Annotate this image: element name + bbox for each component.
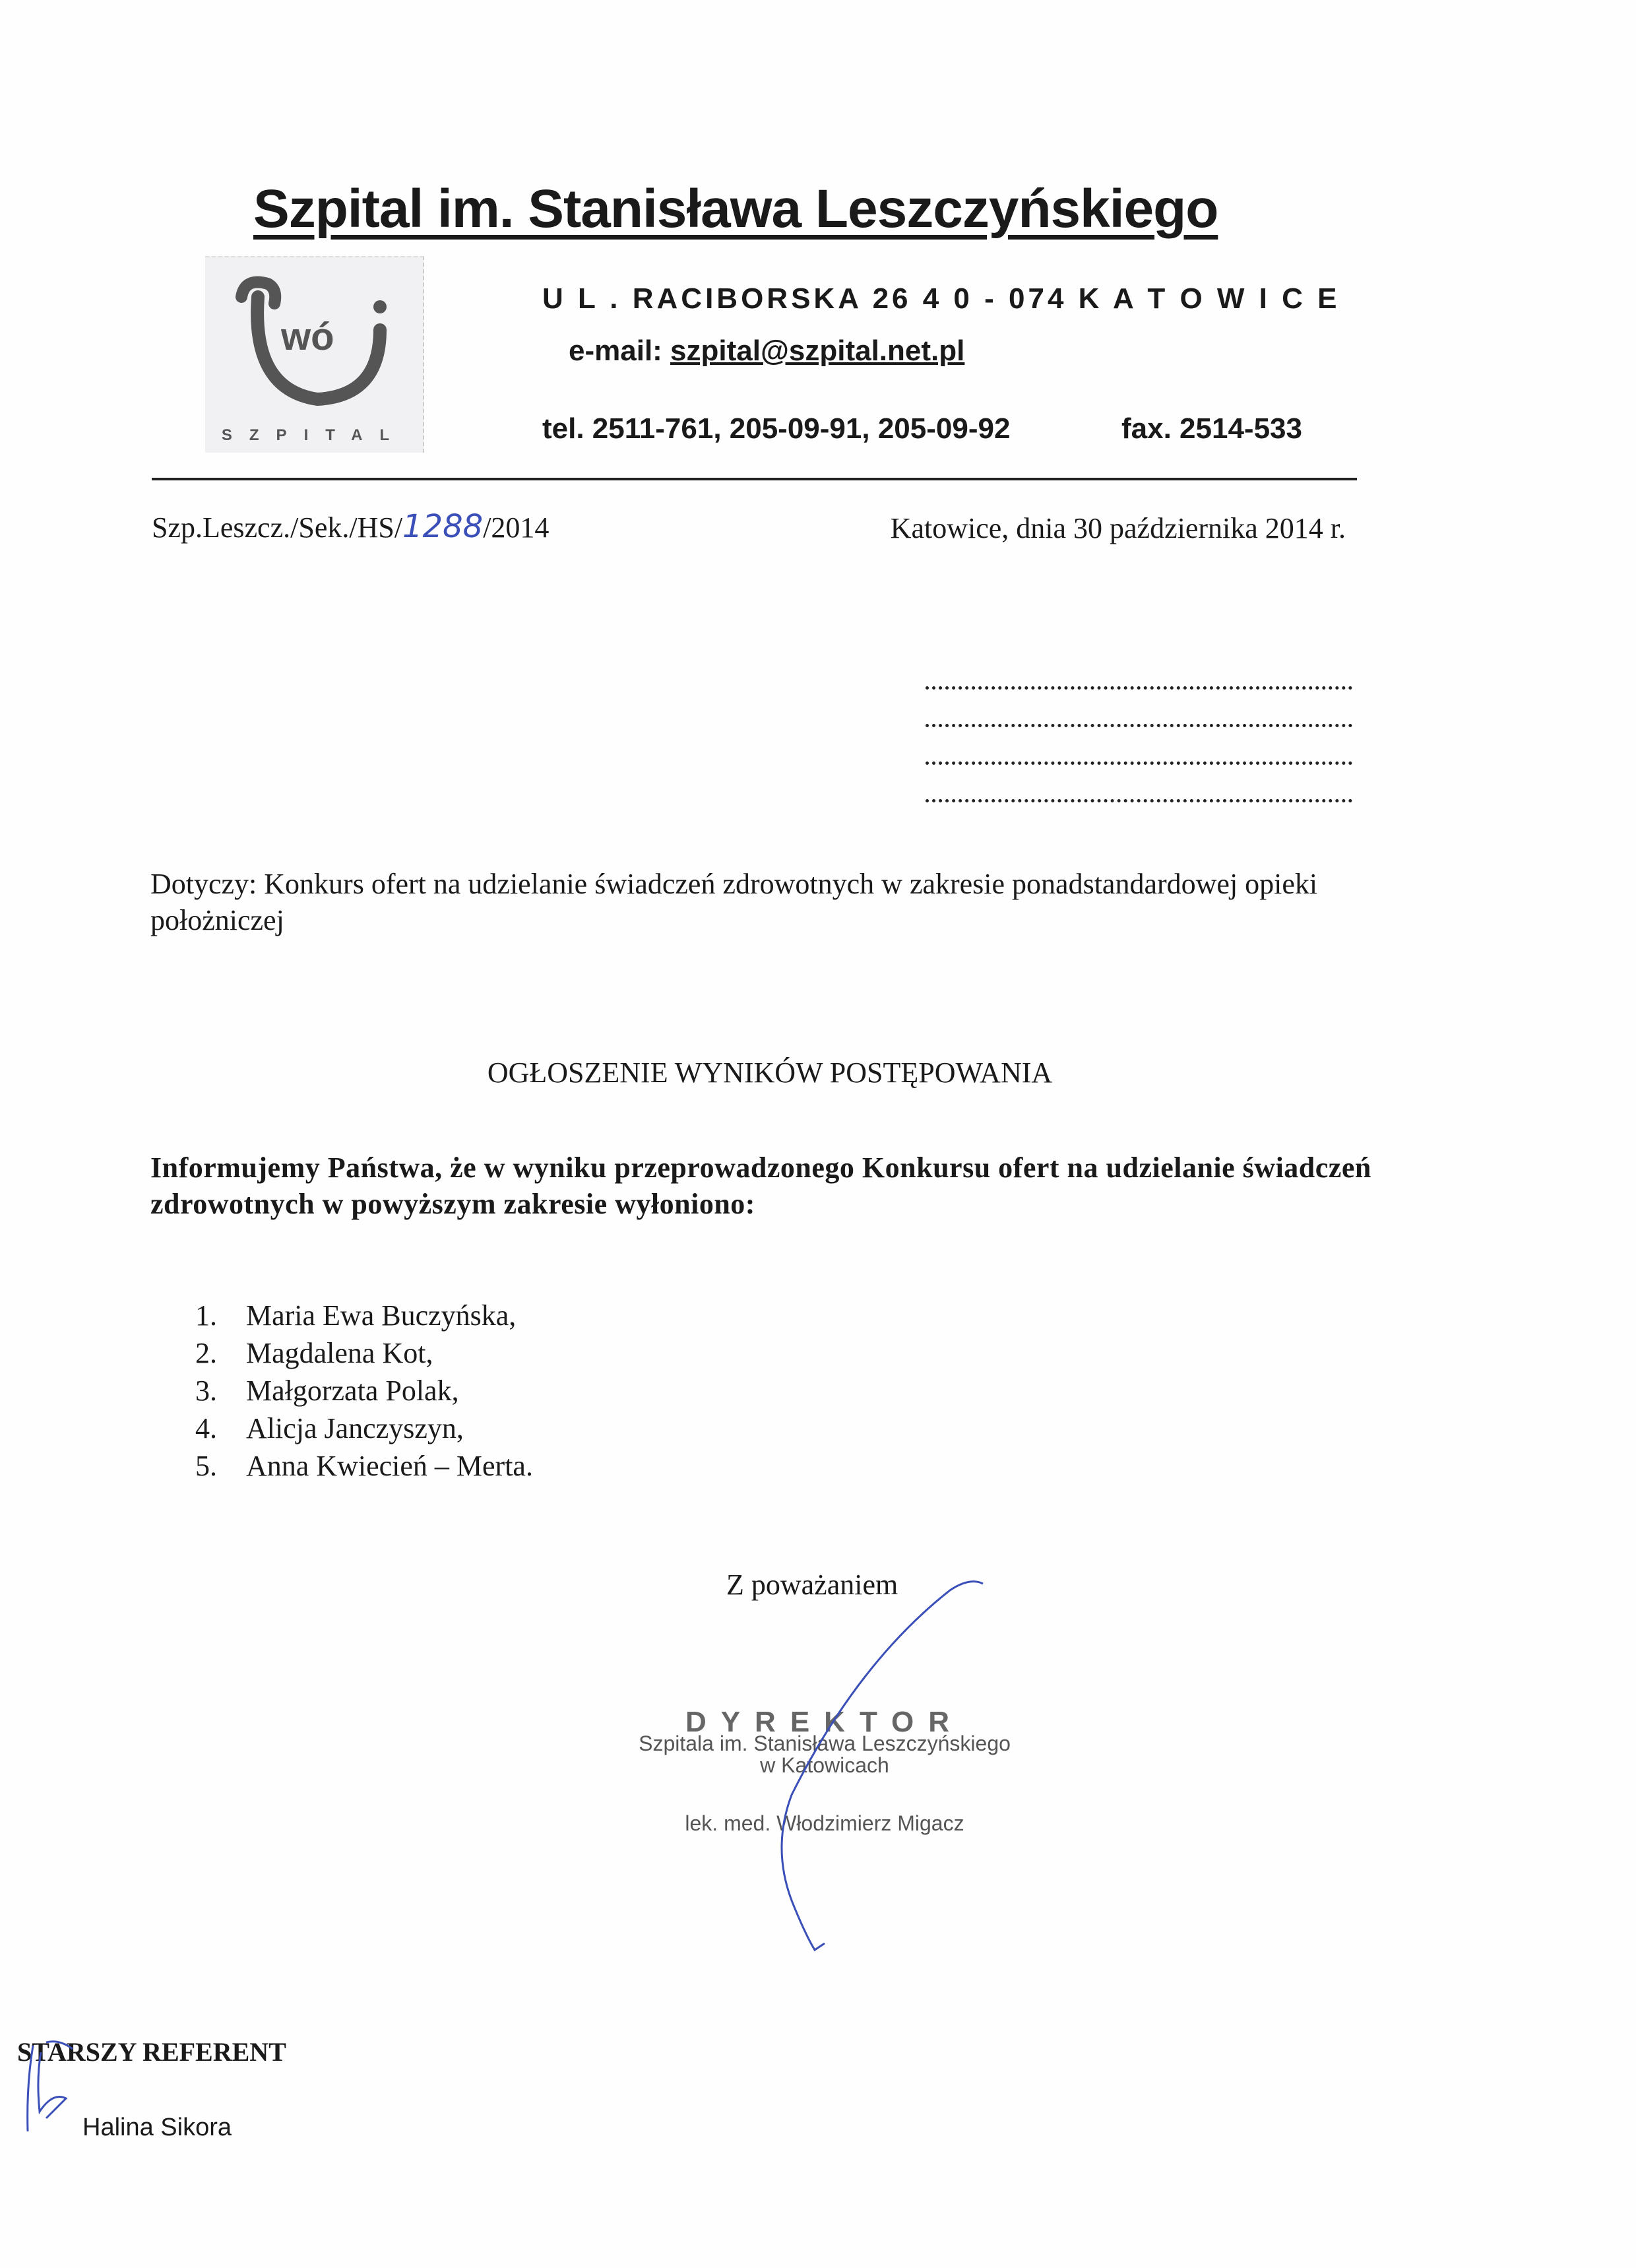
list-number: 4. — [195, 1412, 217, 1444]
hospital-name-title: Szpital im. Stanisława Leszczyńskiego — [253, 179, 1218, 239]
intro-paragraph: Informujemy Państwa, że w wyniku przeprowadzonego Konkursu ofert na udzielanie świadczeń zdrowotnych w powyższym zakresie wyłoniono: — [150, 1151, 1371, 1220]
announcement-heading: OGŁOSZENIE WYNIKÓW POSTĘPOWANIA — [487, 1056, 1053, 1089]
stamp-line: w Katowicach — [760, 1753, 889, 1777]
winner-name: Alicja Janczyszyn, — [246, 1412, 464, 1444]
referent-name: Halina Sikora — [82, 2114, 232, 2141]
winner-name: Magdalena Kot, — [246, 1337, 433, 1369]
address: U L . RACIBORSKA 26 4 0 - 074 K A T O W I C E — [542, 282, 1340, 315]
email-label: e-mail: — [569, 335, 671, 367]
list-number: 3. — [195, 1375, 217, 1407]
reference-prefix: Szp.Leszcz./Sek./HS/ — [152, 511, 403, 544]
referent-signature — [28, 2042, 73, 2131]
stamp-signatory-name: lek. med. Włodzimierz Migacz — [685, 1811, 964, 1835]
list-number: 1. — [195, 1299, 217, 1332]
logo-text: SZPITAL — [221, 426, 407, 444]
director-signature — [782, 1582, 983, 1950]
reference-suffix: /2014 — [483, 511, 550, 544]
list-number: 5. — [195, 1450, 217, 1482]
winner-name: Anna Kwiecień – Merta. — [246, 1450, 533, 1482]
winner-name: Maria Ewa Buczyńska, — [246, 1299, 517, 1332]
email-link[interactable]: szpital@szpital.net.pl — [670, 335, 965, 367]
handwritten-reference-number: 1288 — [402, 508, 484, 545]
stamp-title: DYREKTOR — [685, 1706, 964, 1738]
referent-title: STARSZY REFERENT — [17, 2037, 286, 2067]
stamp-line: Szpitala im. Stanisława Leszczyńskiego — [639, 1732, 1011, 1755]
fax-number: fax. 2514-533 — [1121, 412, 1302, 445]
subject-line: Dotyczy: Konkurs ofert na udzielanie świadczeń zdrowotnych w zakresie ponadstandardowej opieki położniczej — [150, 868, 1318, 936]
letter-date: Katowice, dnia 30 października 2014 r. — [890, 512, 1346, 544]
winner-name: Małgorzata Polak, — [246, 1375, 459, 1407]
list-number: 2. — [195, 1337, 217, 1369]
closing-salutation: Z poważaniem — [726, 1569, 898, 1601]
svg-text:wó: wó — [281, 315, 334, 358]
phone-numbers: tel. 2511-761, 205-09-91, 205-09-92 — [542, 412, 1011, 445]
